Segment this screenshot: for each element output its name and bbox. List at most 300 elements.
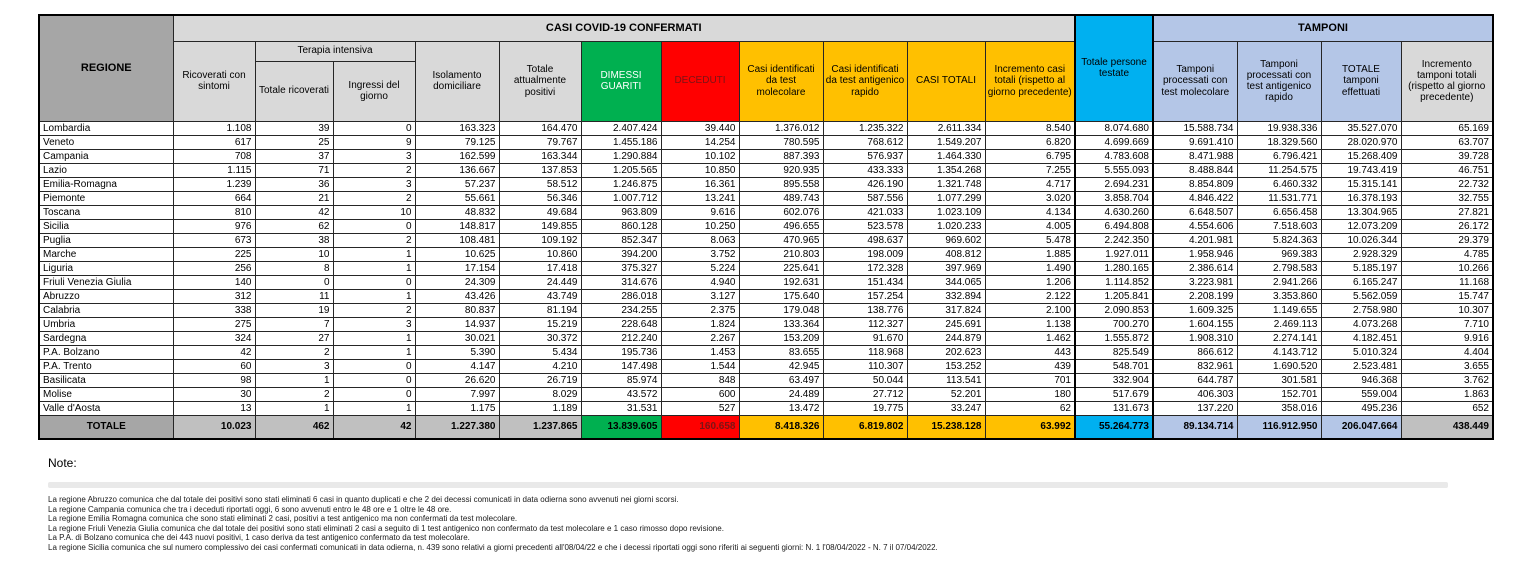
total-value-cell: 1.237.865 bbox=[499, 415, 581, 439]
value-cell: 17.154 bbox=[415, 261, 499, 275]
value-cell: 1.453 bbox=[661, 345, 739, 359]
value-cell: 4.783.608 bbox=[1075, 149, 1153, 163]
value-cell: 10.026.344 bbox=[1321, 233, 1401, 247]
value-cell: 198.009 bbox=[823, 247, 907, 261]
header-totale-tamponi: TOTALE tamponi effettuati bbox=[1321, 41, 1401, 121]
total-value-cell: 6.819.802 bbox=[823, 415, 907, 439]
value-cell: 10.850 bbox=[661, 163, 739, 177]
value-cell: 1.280.165 bbox=[1075, 261, 1153, 275]
value-cell: 375.327 bbox=[581, 261, 661, 275]
value-cell: 587.556 bbox=[823, 191, 907, 205]
table-header bbox=[39, 15, 1493, 121]
value-cell: 9 bbox=[333, 135, 415, 149]
value-cell: 13.241 bbox=[661, 191, 739, 205]
value-cell: 4.554.606 bbox=[1153, 219, 1237, 233]
note-line: La regione Campania comunica che tra i deceduti riportati oggi, 6 sono avvenuti entro le 48 ore e 1 oltre le 48 ore. bbox=[48, 504, 452, 514]
region-cell: Campania bbox=[39, 149, 173, 163]
note-line: La regione Friuli Venezia Giulia comunica che dal totale dei positivi sono stati eliminati 2 casi a seguito di 1 test antigenico non confermato da test molecolare e 1 caso rimosso dopo revisione. bbox=[48, 523, 724, 533]
value-cell: 109.192 bbox=[499, 233, 581, 247]
note-line: La regione Sicilia comunica che sul numero complessivo dei casi confermati comunicati in data odierna, n. 439 sono relativi a giorni precedenti all'08/04/22 e che i decessi riportati oggi sono riferiti ai seguenti giorni: N. 1 l'08/04/2022 - N. 7 il 07/04/2022. bbox=[48, 542, 938, 552]
header-incremento-tamponi: Incremento tamponi totali (rispetto al giorno precedente) bbox=[1401, 41, 1493, 121]
header-ricoverati: Ricoverati con sintomi bbox=[173, 41, 255, 121]
table-body bbox=[39, 121, 1493, 415]
value-cell: 3.353.860 bbox=[1237, 289, 1321, 303]
value-cell: 1.958.946 bbox=[1153, 247, 1237, 261]
value-cell: 5.390 bbox=[415, 345, 499, 359]
value-cell: 24.489 bbox=[739, 387, 823, 401]
value-cell: 7 bbox=[255, 317, 333, 331]
value-cell: 1.549.207 bbox=[907, 135, 985, 149]
value-cell: 21 bbox=[255, 191, 333, 205]
value-cell: 4.005 bbox=[985, 219, 1075, 233]
value-cell: 163.323 bbox=[415, 121, 499, 135]
value-cell: 8.029 bbox=[499, 387, 581, 401]
value-cell: 8.471.988 bbox=[1153, 149, 1237, 163]
value-cell: 210.803 bbox=[739, 247, 823, 261]
region-cell: Veneto bbox=[39, 135, 173, 149]
value-cell: 58.512 bbox=[499, 177, 581, 191]
value-cell: 52.201 bbox=[907, 387, 985, 401]
value-cell: 523.578 bbox=[823, 219, 907, 233]
value-cell: 920.935 bbox=[739, 163, 823, 177]
value-cell: 768.612 bbox=[823, 135, 907, 149]
value-cell: 6.656.458 bbox=[1237, 205, 1321, 219]
value-cell: 50.044 bbox=[823, 373, 907, 387]
value-cell: 860.128 bbox=[581, 219, 661, 233]
value-cell: 848 bbox=[661, 373, 739, 387]
header-regione: REGIONE bbox=[39, 15, 173, 121]
value-cell: 976 bbox=[173, 219, 255, 233]
header-tamponi-antigenico: Tamponi processati con test antigenico rapido bbox=[1237, 41, 1321, 121]
value-cell: 5.434 bbox=[499, 345, 581, 359]
value-cell: 62 bbox=[985, 401, 1075, 415]
value-cell: 3.858.704 bbox=[1075, 191, 1153, 205]
region-cell: Piemonte bbox=[39, 191, 173, 205]
value-cell: 397.969 bbox=[907, 261, 985, 275]
value-cell: 4.630.260 bbox=[1075, 205, 1153, 219]
value-cell: 2.758.980 bbox=[1321, 303, 1401, 317]
value-cell: 112.327 bbox=[823, 317, 907, 331]
value-cell: 673 bbox=[173, 233, 255, 247]
value-cell: 33.247 bbox=[907, 401, 985, 415]
value-cell: 4.143.712 bbox=[1237, 345, 1321, 359]
value-cell: 29.379 bbox=[1401, 233, 1493, 247]
value-cell: 149.855 bbox=[499, 219, 581, 233]
value-cell: 79.125 bbox=[415, 135, 499, 149]
value-cell: 2.798.583 bbox=[1237, 261, 1321, 275]
table-row bbox=[39, 149, 1493, 163]
value-cell: 2.122 bbox=[985, 289, 1075, 303]
value-cell: 6.796.421 bbox=[1237, 149, 1321, 163]
table-row bbox=[39, 317, 1493, 331]
value-cell: 1.138 bbox=[985, 317, 1075, 331]
value-cell: 1 bbox=[333, 261, 415, 275]
value-cell: 172.328 bbox=[823, 261, 907, 275]
value-cell: 548.701 bbox=[1075, 359, 1153, 373]
value-cell: 1.246.875 bbox=[581, 177, 661, 191]
region-cell: Friuli Venezia Giulia bbox=[39, 275, 173, 289]
value-cell: 1 bbox=[333, 401, 415, 415]
value-cell: 151.434 bbox=[823, 275, 907, 289]
value-cell: 15.747 bbox=[1401, 289, 1493, 303]
value-cell: 969.602 bbox=[907, 233, 985, 247]
header-casi-molecolare: Casi identificati da test molecolare bbox=[739, 41, 823, 121]
value-cell: 10.266 bbox=[1401, 261, 1493, 275]
value-cell: 0 bbox=[333, 373, 415, 387]
table-row bbox=[39, 121, 1493, 135]
value-cell: 8.074.680 bbox=[1075, 121, 1153, 135]
value-cell: 138.776 bbox=[823, 303, 907, 317]
value-cell: 39.440 bbox=[661, 121, 739, 135]
value-cell: 652 bbox=[1401, 401, 1493, 415]
value-cell: 60 bbox=[173, 359, 255, 373]
value-cell: 495.236 bbox=[1321, 401, 1401, 415]
region-cell: P.A. Trento bbox=[39, 359, 173, 373]
value-cell: 10 bbox=[255, 247, 333, 261]
value-cell: 43.749 bbox=[499, 289, 581, 303]
value-cell: 852.347 bbox=[581, 233, 661, 247]
value-cell: 5.185.197 bbox=[1321, 261, 1401, 275]
value-cell: 7.997 bbox=[415, 387, 499, 401]
table-footer bbox=[39, 415, 1493, 439]
value-cell: 36 bbox=[255, 177, 333, 191]
value-cell: 30.372 bbox=[499, 331, 581, 345]
value-cell: 324 bbox=[173, 331, 255, 345]
region-cell: Molise bbox=[39, 387, 173, 401]
value-cell: 2.469.113 bbox=[1237, 317, 1321, 331]
value-cell: 30.021 bbox=[415, 331, 499, 345]
total-value-cell: 462 bbox=[255, 415, 333, 439]
value-cell: 38 bbox=[255, 233, 333, 247]
header-terapia-intensiva: Terapia intensiva bbox=[255, 41, 415, 61]
value-cell: 31.531 bbox=[581, 401, 661, 415]
value-cell: 15.219 bbox=[499, 317, 581, 331]
value-cell: 2.274.141 bbox=[1237, 331, 1321, 345]
value-cell: 10.102 bbox=[661, 149, 739, 163]
value-cell: 192.631 bbox=[739, 275, 823, 289]
table-row bbox=[39, 359, 1493, 373]
value-cell: 153.252 bbox=[907, 359, 985, 373]
value-cell: 6.820 bbox=[985, 135, 1075, 149]
total-value-cell: 160.658 bbox=[661, 415, 739, 439]
region-cell: Basilicata bbox=[39, 373, 173, 387]
total-value-cell: 13.839.605 bbox=[581, 415, 661, 439]
value-cell: 1.376.012 bbox=[739, 121, 823, 135]
value-cell: 131.673 bbox=[1075, 401, 1153, 415]
value-cell: 443 bbox=[985, 345, 1075, 359]
value-cell: 1.189 bbox=[499, 401, 581, 415]
value-cell: 24.309 bbox=[415, 275, 499, 289]
value-cell: 63.707 bbox=[1401, 135, 1493, 149]
value-cell: 80.837 bbox=[415, 303, 499, 317]
value-cell: 2 bbox=[333, 191, 415, 205]
value-cell: 9.916 bbox=[1401, 331, 1493, 345]
value-cell: 85.974 bbox=[581, 373, 661, 387]
value-cell: 14.937 bbox=[415, 317, 499, 331]
value-cell: 1.115 bbox=[173, 163, 255, 177]
value-cell: 3.223.981 bbox=[1153, 275, 1237, 289]
value-cell: 148.817 bbox=[415, 219, 499, 233]
value-cell: 179.048 bbox=[739, 303, 823, 317]
value-cell: 42 bbox=[255, 205, 333, 219]
value-cell: 4.147 bbox=[415, 359, 499, 373]
value-cell: 332.904 bbox=[1075, 373, 1153, 387]
value-cell: 1.023.109 bbox=[907, 205, 985, 219]
header-tamponi-band: TAMPONI bbox=[1153, 15, 1493, 41]
value-cell: 895.558 bbox=[739, 177, 823, 191]
value-cell: 576.937 bbox=[823, 149, 907, 163]
table-row bbox=[39, 205, 1493, 219]
table-row bbox=[39, 135, 1493, 149]
value-cell: 32.755 bbox=[1401, 191, 1493, 205]
value-cell: 2 bbox=[333, 233, 415, 247]
total-value-cell: 55.264.773 bbox=[1075, 415, 1153, 439]
value-cell: 43.572 bbox=[581, 387, 661, 401]
value-cell: 969.383 bbox=[1237, 247, 1321, 261]
table-row bbox=[39, 275, 1493, 289]
value-cell: 2.386.614 bbox=[1153, 261, 1237, 275]
value-cell: 19.775 bbox=[823, 401, 907, 415]
value-cell: 286.018 bbox=[581, 289, 661, 303]
value-cell: 358.016 bbox=[1237, 401, 1321, 415]
value-cell: 1.609.325 bbox=[1153, 303, 1237, 317]
value-cell: 3 bbox=[333, 177, 415, 191]
value-cell: 825.549 bbox=[1075, 345, 1153, 359]
value-cell: 527 bbox=[661, 401, 739, 415]
value-cell: 12.073.209 bbox=[1321, 219, 1401, 233]
value-cell: 26.719 bbox=[499, 373, 581, 387]
note-line: La regione Abruzzo comunica che dal totale dei positivi sono stati eliminati 6 casi in quanto duplicati e che 2 dei decessi comunicati in data odierna sono avvenuti nei giorni scorsi. bbox=[48, 495, 679, 504]
value-cell: 62 bbox=[255, 219, 333, 233]
total-value-cell: 206.047.664 bbox=[1321, 415, 1401, 439]
value-cell: 13.472 bbox=[739, 401, 823, 415]
value-cell: 5.824.363 bbox=[1237, 233, 1321, 247]
value-cell: 617 bbox=[173, 135, 255, 149]
region-cell: Sardegna bbox=[39, 331, 173, 345]
value-cell: 30 bbox=[173, 387, 255, 401]
note-line: La P.A. di Bolzano comunica che dei 443 nuovi positivi, 1 caso deriva da test antigenico confermato da test molecolare. bbox=[48, 533, 470, 543]
value-cell: 1 bbox=[333, 331, 415, 345]
note-line: La regione Emilia Romagna comunica che sono stati eliminati 2 casi, positivi a test antigenico ma non confermati da test molecolare. bbox=[48, 514, 518, 524]
value-cell: 3.762 bbox=[1401, 373, 1493, 387]
value-cell: 10.860 bbox=[499, 247, 581, 261]
region-cell: Liguria bbox=[39, 261, 173, 275]
value-cell: 3.752 bbox=[661, 247, 739, 261]
value-cell: 700.270 bbox=[1075, 317, 1153, 331]
total-row bbox=[39, 415, 1493, 439]
value-cell: 71 bbox=[255, 163, 333, 177]
value-cell: 5.562.059 bbox=[1321, 289, 1401, 303]
value-cell: 27.821 bbox=[1401, 205, 1493, 219]
value-cell: 1.824 bbox=[661, 317, 739, 331]
table-row bbox=[39, 233, 1493, 247]
value-cell: 46.751 bbox=[1401, 163, 1493, 177]
value-cell: 39 bbox=[255, 121, 333, 135]
value-cell: 1.175 bbox=[415, 401, 499, 415]
value-cell: 780.595 bbox=[739, 135, 823, 149]
header-attualmente-positivi: Totale attualmente positivi bbox=[499, 41, 581, 121]
value-cell: 394.200 bbox=[581, 247, 661, 261]
value-cell: 7.255 bbox=[985, 163, 1075, 177]
value-cell: 7.518.603 bbox=[1237, 219, 1321, 233]
value-cell: 26.620 bbox=[415, 373, 499, 387]
total-value-cell: 42 bbox=[333, 415, 415, 439]
region-cell: Puglia bbox=[39, 233, 173, 247]
total-value-cell: 1.227.380 bbox=[415, 415, 499, 439]
total-label-cell: TOTALE bbox=[39, 415, 173, 439]
value-cell: 2.267 bbox=[661, 331, 739, 345]
region-cell: Sicilia bbox=[39, 219, 173, 233]
region-cell: Emilia-Romagna bbox=[39, 177, 173, 191]
value-cell: 0 bbox=[333, 121, 415, 135]
value-cell: 48.832 bbox=[415, 205, 499, 219]
value-cell: 1.885 bbox=[985, 247, 1075, 261]
value-cell: 866.612 bbox=[1153, 345, 1237, 359]
header-deceduti: DECEDUTI bbox=[661, 41, 739, 121]
value-cell: 1.462 bbox=[985, 331, 1075, 345]
value-cell: 9.691.410 bbox=[1153, 135, 1237, 149]
value-cell: 4.201.981 bbox=[1153, 233, 1237, 247]
header-persone-testate: Totale persone testate bbox=[1075, 15, 1153, 121]
value-cell: 4.182.451 bbox=[1321, 331, 1401, 345]
value-cell: 25 bbox=[255, 135, 333, 149]
header-isolamento: Isolamento domiciliare bbox=[415, 41, 499, 121]
value-cell: 1.863 bbox=[1401, 387, 1493, 401]
value-cell: 3 bbox=[333, 317, 415, 331]
value-cell: 10 bbox=[333, 205, 415, 219]
table-row bbox=[39, 373, 1493, 387]
value-cell: 0 bbox=[333, 275, 415, 289]
value-cell: 4.073.268 bbox=[1321, 317, 1401, 331]
value-cell: 2.100 bbox=[985, 303, 1075, 317]
value-cell: 317.824 bbox=[907, 303, 985, 317]
value-cell: 701 bbox=[985, 373, 1075, 387]
value-cell: 28.020.970 bbox=[1321, 135, 1401, 149]
value-cell: 6.648.507 bbox=[1153, 205, 1237, 219]
value-cell: 42.945 bbox=[739, 359, 823, 373]
value-cell: 13.304.965 bbox=[1321, 205, 1401, 219]
value-cell: 1.149.655 bbox=[1237, 303, 1321, 317]
value-cell: 55.661 bbox=[415, 191, 499, 205]
value-cell: 63.497 bbox=[739, 373, 823, 387]
value-cell: 2 bbox=[255, 387, 333, 401]
value-cell: 11 bbox=[255, 289, 333, 303]
region-cell: Umbria bbox=[39, 317, 173, 331]
value-cell: 332.894 bbox=[907, 289, 985, 303]
value-cell: 16.361 bbox=[661, 177, 739, 191]
notes-title: Note: bbox=[48, 456, 77, 470]
value-cell: 19 bbox=[255, 303, 333, 317]
value-cell: 1.235.322 bbox=[823, 121, 907, 135]
value-cell: 153.209 bbox=[739, 331, 823, 345]
total-value-cell: 438.449 bbox=[1401, 415, 1493, 439]
value-cell: 496.655 bbox=[739, 219, 823, 233]
header-casi-antigenico: Casi identificati da test antigenico rapido bbox=[823, 41, 907, 121]
value-cell: 1.290.884 bbox=[581, 149, 661, 163]
table-row bbox=[39, 401, 1493, 415]
value-cell: 2.928.329 bbox=[1321, 247, 1401, 261]
value-cell: 421.033 bbox=[823, 205, 907, 219]
value-cell: 175.640 bbox=[739, 289, 823, 303]
value-cell: 1.544 bbox=[661, 359, 739, 373]
value-cell: 7.710 bbox=[1401, 317, 1493, 331]
total-value-cell: 15.238.128 bbox=[907, 415, 985, 439]
value-cell: 14.254 bbox=[661, 135, 739, 149]
value-cell: 1.690.520 bbox=[1237, 359, 1321, 373]
value-cell: 1.490 bbox=[985, 261, 1075, 275]
value-cell: 113.541 bbox=[907, 373, 985, 387]
value-cell: 79.767 bbox=[499, 135, 581, 149]
region-cell: Calabria bbox=[39, 303, 173, 317]
value-cell: 0 bbox=[333, 387, 415, 401]
value-cell: 2 bbox=[255, 345, 333, 359]
value-cell: 13 bbox=[173, 401, 255, 415]
value-cell: 2.375 bbox=[661, 303, 739, 317]
value-cell: 644.787 bbox=[1153, 373, 1237, 387]
value-cell: 164.470 bbox=[499, 121, 581, 135]
value-cell: 2 bbox=[333, 303, 415, 317]
value-cell: 426.190 bbox=[823, 177, 907, 191]
table-row bbox=[39, 331, 1493, 345]
value-cell: 602.076 bbox=[739, 205, 823, 219]
table-row bbox=[39, 191, 1493, 205]
total-value-cell: 89.134.714 bbox=[1153, 415, 1237, 439]
value-cell: 56.346 bbox=[499, 191, 581, 205]
value-cell: 2 bbox=[333, 163, 415, 177]
value-cell: 43.426 bbox=[415, 289, 499, 303]
value-cell: 275 bbox=[173, 317, 255, 331]
value-cell: 2.611.334 bbox=[907, 121, 985, 135]
table-row bbox=[39, 219, 1493, 233]
value-cell: 39.728 bbox=[1401, 149, 1493, 163]
value-cell: 11.168 bbox=[1401, 275, 1493, 289]
value-cell: 559.004 bbox=[1321, 387, 1401, 401]
value-cell: 8 bbox=[255, 261, 333, 275]
value-cell: 98 bbox=[173, 373, 255, 387]
value-cell: 3 bbox=[333, 149, 415, 163]
header-casi-totali: CASI TOTALI bbox=[907, 41, 985, 121]
value-cell: 256 bbox=[173, 261, 255, 275]
value-cell: 133.364 bbox=[739, 317, 823, 331]
value-cell: 832.961 bbox=[1153, 359, 1237, 373]
value-cell: 9.616 bbox=[661, 205, 739, 219]
value-cell: 1.007.712 bbox=[581, 191, 661, 205]
value-cell: 1 bbox=[333, 247, 415, 261]
value-cell: 439 bbox=[985, 359, 1075, 373]
value-cell: 234.255 bbox=[581, 303, 661, 317]
value-cell: 3.127 bbox=[661, 289, 739, 303]
value-cell: 6.165.247 bbox=[1321, 275, 1401, 289]
covid-table bbox=[38, 14, 1494, 440]
value-cell: 0 bbox=[333, 359, 415, 373]
value-cell: 27 bbox=[255, 331, 333, 345]
value-cell: 19.743.419 bbox=[1321, 163, 1401, 177]
region-cell: Abruzzo bbox=[39, 289, 173, 303]
region-cell: P.A. Bolzano bbox=[39, 345, 173, 359]
table-row bbox=[39, 177, 1493, 191]
value-cell: 2.242.350 bbox=[1075, 233, 1153, 247]
value-cell: 4.785 bbox=[1401, 247, 1493, 261]
value-cell: 8.488.844 bbox=[1153, 163, 1237, 177]
value-cell: 1.020.233 bbox=[907, 219, 985, 233]
value-cell: 406.303 bbox=[1153, 387, 1237, 401]
notes-section bbox=[48, 456, 1468, 553]
value-cell: 6.795 bbox=[985, 149, 1075, 163]
total-value-cell: 63.992 bbox=[985, 415, 1075, 439]
value-cell: 2.208.199 bbox=[1153, 289, 1237, 303]
value-cell: 2.407.424 bbox=[581, 121, 661, 135]
value-cell: 136.667 bbox=[415, 163, 499, 177]
